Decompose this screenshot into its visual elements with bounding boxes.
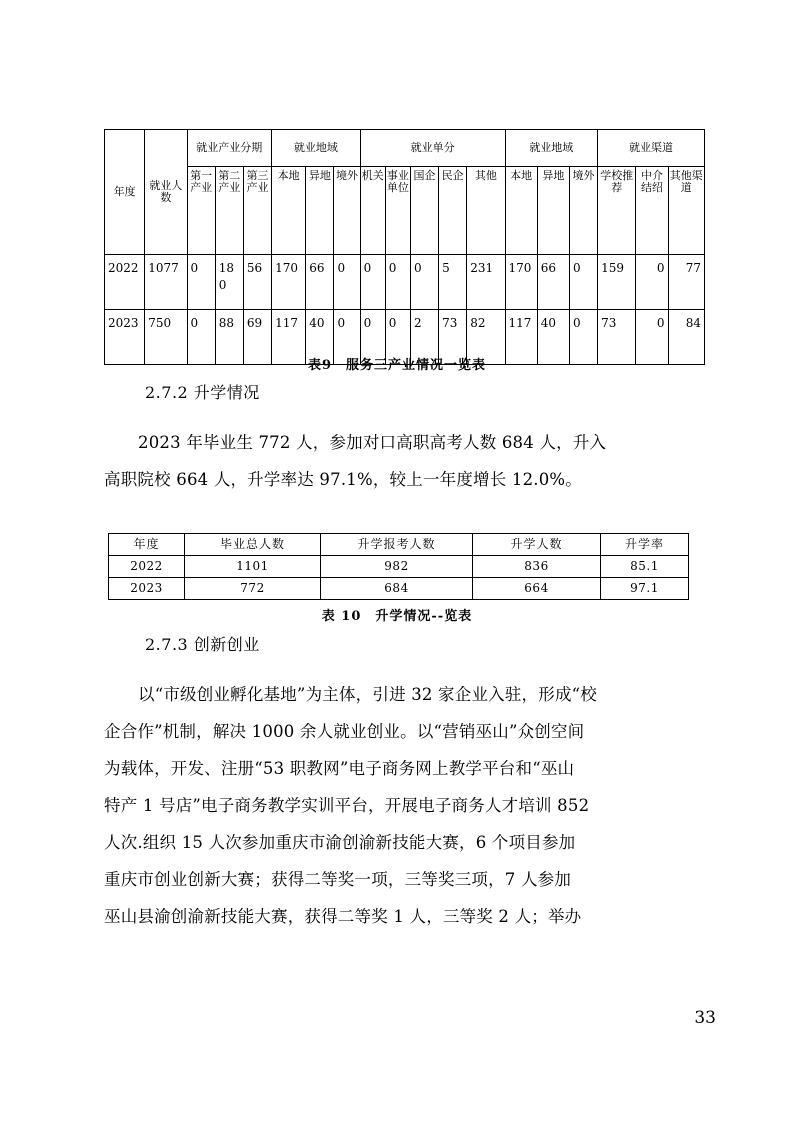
subheader-area-overseas: 境外 bbox=[569, 167, 597, 255]
cell-value: 69 bbox=[243, 310, 271, 365]
table-10-caption-label: 表 10 bbox=[321, 609, 362, 624]
table-10-header-row bbox=[109, 534, 689, 556]
cell-total-graduates: 1101 bbox=[185, 556, 321, 578]
cell-value: 0 bbox=[187, 255, 215, 310]
cell-value: 0 bbox=[360, 310, 385, 365]
table-9-caption-title: 服务三产业情况一览表 bbox=[346, 358, 487, 373]
cell-year: 2023 bbox=[105, 310, 145, 365]
cell-applicants: 684 bbox=[321, 578, 473, 600]
table-10-container bbox=[108, 533, 688, 600]
cell-value: 40 bbox=[306, 310, 334, 365]
cell-value: 56 bbox=[243, 255, 271, 310]
header-employment-count: 就业人数 bbox=[145, 130, 187, 255]
cell-admitted: 836 bbox=[473, 556, 601, 578]
table-9-caption-label: 表9 bbox=[307, 358, 333, 373]
cell-value: 170 bbox=[505, 255, 537, 310]
cell-total: 1077 bbox=[145, 255, 187, 310]
paragraph-line-text: 高职院校 664 人，升学率达 97.1%，较上一年度增长 12.0%。 bbox=[104, 470, 583, 489]
subheader-channel-agency: 中介结绍 bbox=[636, 167, 668, 255]
cell-applicants: 982 bbox=[321, 556, 473, 578]
table-9-container bbox=[104, 129, 705, 365]
section-272-paragraph bbox=[104, 424, 704, 498]
cell-value: 73 bbox=[439, 310, 467, 365]
subheader-unit-private: 民企 bbox=[439, 167, 467, 255]
table-9-sub-header-row bbox=[105, 167, 705, 255]
table-row bbox=[105, 255, 705, 310]
paragraph-line bbox=[104, 824, 704, 861]
employment-industry-table bbox=[104, 129, 705, 365]
cell-value: 0 bbox=[385, 310, 410, 365]
cell-value: 0 bbox=[636, 310, 668, 365]
paragraph-line-text: 2023 年毕业生 772 人，参加对口高职高考人数 684 人，升入 bbox=[138, 433, 607, 452]
cell-value: 170 bbox=[272, 255, 306, 310]
cell-year: 2022 bbox=[109, 556, 185, 578]
cell-value: 0 bbox=[334, 310, 360, 365]
cell-value: 231 bbox=[467, 255, 505, 310]
further-study-table bbox=[108, 533, 689, 600]
paragraph-line-text: 巫山县渝创渝新技能大赛，获得二等奖 1 人，三等奖 2 人；举办 bbox=[104, 907, 582, 926]
cell-admitted: 664 bbox=[473, 578, 601, 600]
cell-value: 0 bbox=[636, 255, 668, 310]
subheader-region-local: 本地 bbox=[272, 167, 306, 255]
cell-value: 0 bbox=[569, 255, 597, 310]
header-channel-group: 就业渠道 bbox=[598, 130, 705, 167]
section-heading-273: 2.7.3 创新创业 bbox=[145, 635, 260, 654]
cell-value: 40 bbox=[537, 310, 569, 365]
header-industry-group: 就业产业分期 bbox=[187, 130, 272, 167]
cell-year: 2023 bbox=[109, 578, 185, 600]
subheader-area-other: 异地 bbox=[537, 167, 569, 255]
subheader-area-local: 本地 bbox=[505, 167, 537, 255]
paragraph-line bbox=[104, 861, 704, 898]
paragraph-line bbox=[104, 461, 704, 498]
paragraph-line bbox=[104, 750, 704, 787]
section-273-paragraph bbox=[104, 676, 704, 935]
table-9-caption bbox=[0, 354, 794, 373]
cell-value: 5 bbox=[439, 255, 467, 310]
cell-value: 0 bbox=[385, 255, 410, 310]
header-admitted: 升学人数 bbox=[473, 534, 601, 556]
cell-value: 88 bbox=[215, 310, 243, 365]
header-year: 年度 bbox=[109, 534, 185, 556]
cell-value: 77 bbox=[668, 255, 704, 310]
paragraph-line-text: 企合作”机制，解决 1000 余人就业创业。以“营销巫山”众创空间 bbox=[104, 722, 585, 741]
page-number: 33 bbox=[694, 1008, 716, 1028]
cell-value: 0 bbox=[360, 255, 385, 310]
cell-total-graduates: 772 bbox=[185, 578, 321, 600]
cell-value: 117 bbox=[272, 310, 306, 365]
table-row bbox=[109, 556, 689, 578]
subheader-region-overseas: 境外 bbox=[334, 167, 360, 255]
subheader-channel-school: 学校推荐 bbox=[598, 167, 636, 255]
paragraph-line bbox=[104, 676, 704, 713]
paragraph-line bbox=[104, 787, 704, 824]
table-row bbox=[109, 578, 689, 600]
cell-value: 73 bbox=[598, 310, 636, 365]
cell-rate: 97.1 bbox=[601, 578, 689, 600]
paragraph-line-text: 为载体，开发、注册“53 职教网”电子商务网上教学平台和“巫山 bbox=[104, 759, 575, 778]
cell-total: 750 bbox=[145, 310, 187, 365]
cell-value: 0 bbox=[410, 255, 438, 310]
header-unit-group: 就业单分 bbox=[360, 130, 505, 167]
subheader-secondary-industry: 第二产业 bbox=[215, 167, 243, 255]
cell-value: 82 bbox=[467, 310, 505, 365]
table-10-body bbox=[109, 556, 689, 600]
table-9-group-header-row bbox=[105, 130, 705, 167]
paragraph-line bbox=[104, 713, 704, 750]
header-total-graduates: 毕业总人数 bbox=[185, 534, 321, 556]
table-10-caption bbox=[0, 605, 794, 624]
subheader-primary-industry: 第一产业 bbox=[187, 167, 215, 255]
paragraph-line bbox=[104, 424, 704, 461]
paragraph-line-text: 人次.组织 15 人次参加重庆市渝创渝新技能大赛，6 个项目参加 bbox=[104, 833, 576, 852]
table-9-body bbox=[105, 255, 705, 365]
subheader-channel-other: 其他渠道 bbox=[668, 167, 704, 255]
cell-value: 0 bbox=[334, 255, 360, 310]
header-area-group: 就业地域 bbox=[505, 130, 598, 167]
paragraph-line-text: 以“市级创业孵化基地”为主体，引进 32 家企业入驻，形成“校 bbox=[138, 685, 597, 704]
table-10-caption-title: 升学情况--览表 bbox=[375, 609, 473, 624]
section-heading-272: 2.7.2 升学情况 bbox=[145, 383, 260, 402]
cell-value: 117 bbox=[505, 310, 537, 365]
cell-value: 0 bbox=[569, 310, 597, 365]
subheader-unit-government: 机关 bbox=[360, 167, 385, 255]
cell-value: 66 bbox=[306, 255, 334, 310]
header-year: 年度 bbox=[105, 130, 145, 255]
header-applicants: 升学报考人数 bbox=[321, 534, 473, 556]
subheader-unit-other: 其他 bbox=[467, 167, 505, 255]
cell-value: 84 bbox=[668, 310, 704, 365]
header-rate: 升学率 bbox=[601, 534, 689, 556]
cell-rate: 85.1 bbox=[601, 556, 689, 578]
paragraph-line-text: 重庆市创业创新大赛；获得二等奖一项，三等奖三项，7 人参加 bbox=[104, 870, 572, 889]
cell-year: 2022 bbox=[105, 255, 145, 310]
cell-value: 180 bbox=[215, 255, 243, 310]
header-region-group: 就业地域 bbox=[272, 130, 361, 167]
cell-value: 66 bbox=[537, 255, 569, 310]
paragraph-line-text: 特产 1 号店”电子商务教学实训平台，开展电子商务人才培训 852 bbox=[104, 796, 590, 815]
cell-value: 2 bbox=[410, 310, 438, 365]
subheader-region-other: 异地 bbox=[306, 167, 334, 255]
subheader-unit-institution: 事业单位 bbox=[385, 167, 410, 255]
subheader-tertiary-industry: 第三产业 bbox=[243, 167, 271, 255]
cell-value: 159 bbox=[598, 255, 636, 310]
cell-value: 0 bbox=[187, 310, 215, 365]
paragraph-line bbox=[104, 898, 704, 935]
subheader-unit-soe: 国企 bbox=[410, 167, 438, 255]
